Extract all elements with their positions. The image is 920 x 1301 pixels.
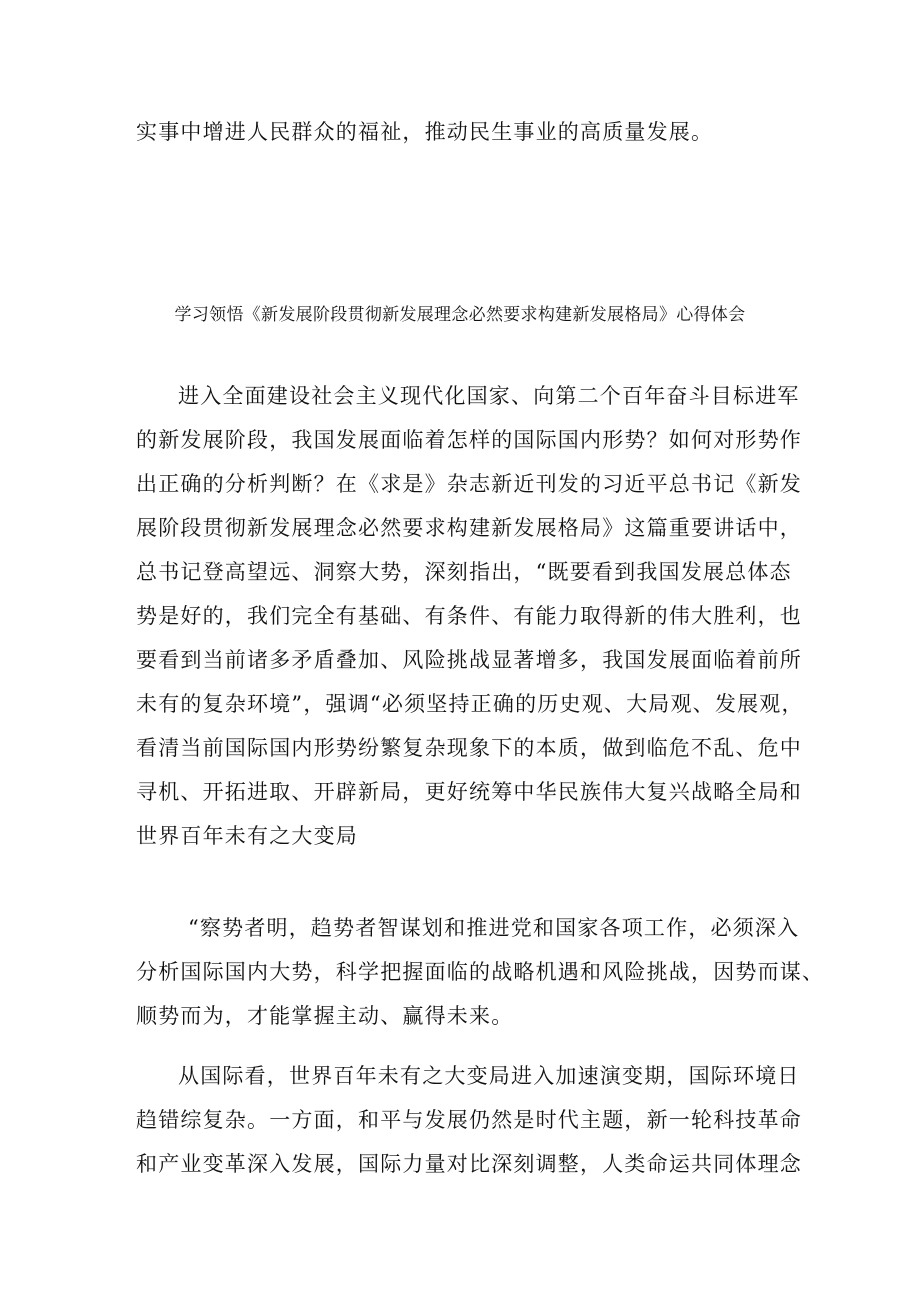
text-line: 展阶段贯彻新发展理念必然要求构建新发展格局》这篇重要讲话中， <box>136 516 802 540</box>
text-line: 看清当前国际国内形势纷繁复杂现象下的本质，做到临危不乱、危中 <box>136 736 802 760</box>
text-line: 要看到当前诸多矛盾叠加、风险挑战显著增多，我国发展面临着前所 <box>136 648 802 672</box>
text-line: 顺势而为，才能掌握主动、赢得未来。 <box>136 1004 514 1028</box>
text-line: 总书记登高望远、洞察大势，深刻指出，“既要看到我国发展总体态 <box>136 560 792 584</box>
text-line: 势是好的，我们完全有基础、有条件、有能力取得新的伟大胜利，也 <box>136 604 802 628</box>
text-line: 和产业变革深入发展，国际力量对比深刻调整，人类命运共同体理念 <box>136 1152 802 1176</box>
text-line: 从国际看，世界百年未有之大变局进入加速演变期，国际环境日 <box>178 1064 800 1088</box>
text-line: 的新发展阶段，我国发展面临着怎样的国际国内形势？如何对形势作 <box>136 428 802 452</box>
text-line: 进入全面建设社会主义现代化国家、向第二个百年奋斗目标进军 <box>178 384 800 408</box>
text-line: 未有的复杂环境”，强调“必须坚持正确的历史观、大局观、发展观， <box>136 692 804 716</box>
text-line: 实事中增进人民群众的福祉，推动民生事业的高质量发展。 <box>136 120 714 144</box>
text-line: 趋错综复杂。一方面，和平与发展仍然是时代主题，新一轮科技革命 <box>136 1108 802 1132</box>
text-line: 世界百年未有之大变局 <box>136 824 358 848</box>
text-line: “察势者明，趋势者智谋划和推进党和国家各项工作，必须深入 <box>188 916 800 940</box>
text-line: 寻机、开拓进取、开辟新局，更好统筹中华民族伟大复兴战略全局和 <box>136 780 802 804</box>
text-line: 出正确的分析判断？在《求是》杂志新近刊发的习近平总书记《新发 <box>136 472 802 496</box>
text-line: 分析国际国内大势，科学把握面临的战略机遇和风险挑战，因势而谋、 <box>136 960 825 984</box>
document-title: 学习领悟《新发展阶段贯彻新发展理念必然要求构建新发展格局》心得体会 <box>174 305 746 325</box>
